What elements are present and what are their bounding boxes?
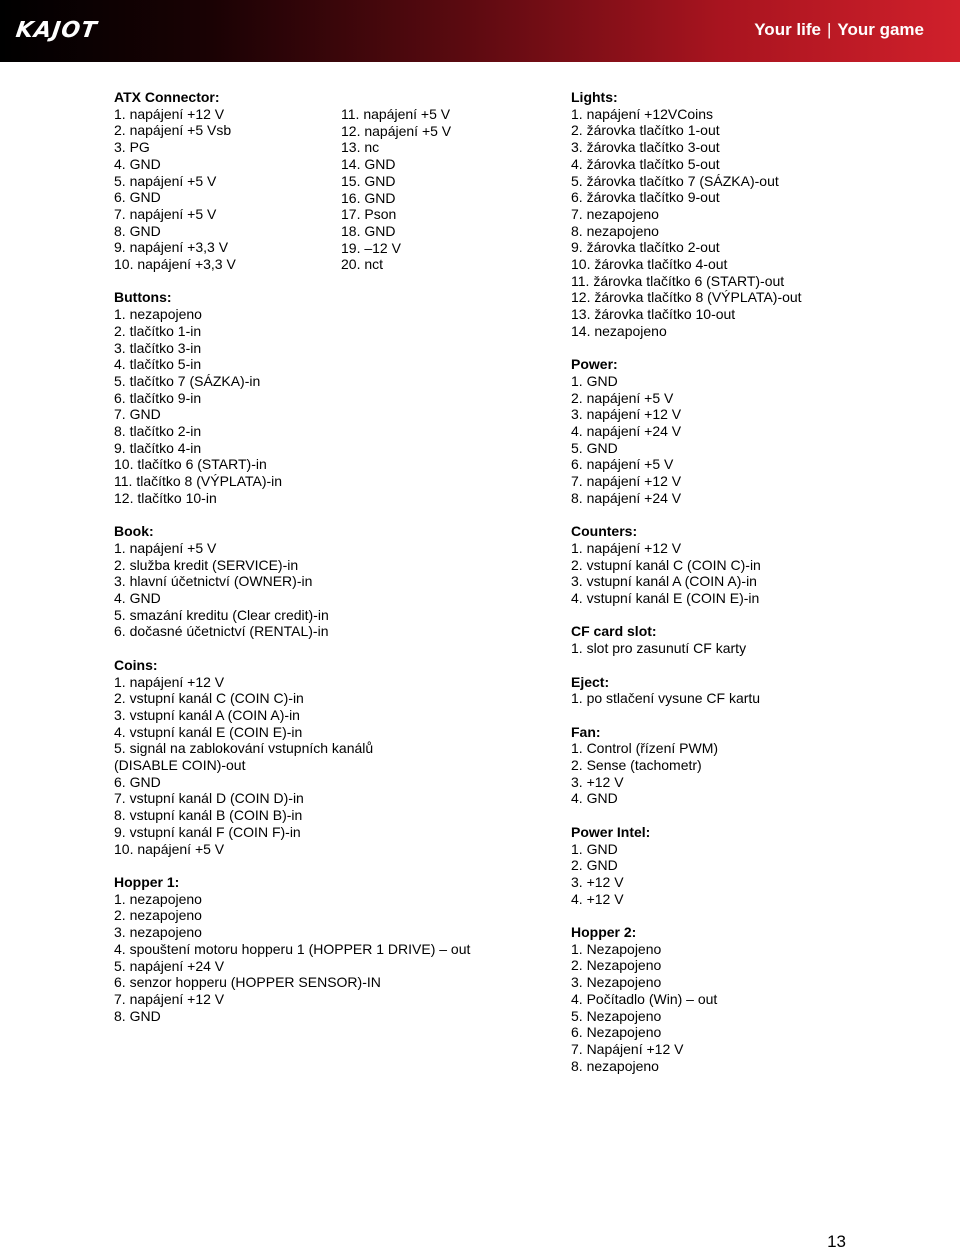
pin-line: 6. GND <box>114 773 161 790</box>
pin-line: 3. PG <box>114 139 150 156</box>
pin-line: 4. tlačítko 5-in <box>114 356 202 373</box>
pin-line: 5. tlačítko 7 (SÁZKA)-in <box>114 372 261 389</box>
pin-line: 13. žárovka tlačítko 10-out <box>571 306 736 323</box>
pin-line: 8. nezapojeno <box>571 222 659 239</box>
pin-line: 1. napájení +12VCoins <box>571 105 714 122</box>
pin-line: 9. napájení +3,3 V <box>114 239 229 256</box>
pin-line: 4. +12 V <box>571 890 624 907</box>
pin-line: 3. hlavní účetnictví (OWNER)-in <box>114 573 313 590</box>
pin-line: 5. smazání kreditu (Clear credit)-in <box>114 606 329 623</box>
pin-line: 18. GND <box>341 222 396 239</box>
pinout-section <box>571 89 951 340</box>
pin-line: 11. žárovka tlačítko 6 (START)-out <box>571 272 785 289</box>
section-title: Power Intel: <box>571 823 651 840</box>
pin-line: 16. GND <box>341 189 396 206</box>
middle-column <box>341 106 501 273</box>
pin-line: 3. tlačítko 3-in <box>114 339 202 356</box>
pin-line: 12. žárovka tlačítko 8 (VÝPLATA)-out <box>571 289 802 306</box>
pin-line: 3. vstupní kanál A (COIN A)-in <box>114 706 300 723</box>
pin-line: 8. napájení +24 V <box>571 489 682 506</box>
pin-line: 12. napájení +5 V <box>341 122 452 139</box>
pin-line: 6. Nezapojeno <box>571 1024 662 1041</box>
pinout-section <box>571 724 951 808</box>
pin-line: 2. GND <box>571 857 618 874</box>
pin-line: 7. napájení +12 V <box>571 473 682 490</box>
pin-line: 5. napájení +5 V <box>114 172 217 189</box>
pin-line: 2. vstupní kanál C (COIN C)-in <box>571 556 761 573</box>
section-title: ATX Connector: <box>114 89 220 105</box>
pin-line: 6. žárovka tlačítko 9-out <box>571 189 720 206</box>
pin-line: 9. vstupní kanál F (COIN F)-in <box>114 823 301 840</box>
pin-line: 5. napájení +24 V <box>114 957 225 974</box>
pin-line: 7. vstupní kanál D (COIN D)-in <box>114 790 304 807</box>
pinout-section <box>114 874 534 1024</box>
section-title: CF card slot: <box>571 623 657 640</box>
pin-line: 4. spouštení motoru hopperu 1 (HOPPER 1 DRIVE) – out <box>114 940 471 957</box>
pin-line: 1. Control (řízení PWM) <box>571 740 719 757</box>
pin-line: 4. GND <box>571 790 618 807</box>
pin-line: 2. Sense (tachometr) <box>571 757 702 774</box>
pin-line: 4. vstupní kanál E (COIN E)-in <box>114 723 303 740</box>
section-title: Hopper 1: <box>114 873 180 890</box>
pin-line: 3. vstupní kanál A (COIN A)-in <box>571 573 757 590</box>
section-title: Buttons: <box>114 289 172 306</box>
section-title: Book: <box>114 523 154 540</box>
pin-line: 13. nc <box>341 139 380 156</box>
pin-line: 9. žárovka tlačítko 2-out <box>571 239 720 256</box>
pin-line: 3. +12 V <box>571 873 624 890</box>
pin-line: 3. nezapojeno <box>114 924 202 941</box>
section-title: Power: <box>571 356 618 373</box>
pin-line: 5. Nezapojeno <box>571 1007 662 1024</box>
pin-line: 8. GND <box>114 222 161 239</box>
section-title: Coins: <box>114 656 158 673</box>
pin-line: 2. napájení +5 Vsb <box>114 122 232 139</box>
pin-line: 9. tlačítko 4-in <box>114 439 202 456</box>
section-title: Fan: <box>571 723 601 740</box>
pin-line: 19. –12 V <box>341 239 401 256</box>
pin-line: 5. žárovka tlačítko 7 (SÁZKA)-out <box>571 172 779 189</box>
pin-line: 3. napájení +12 V <box>571 406 682 423</box>
pin-line: 4. GND <box>114 590 161 607</box>
pinout-section <box>571 674 951 707</box>
pin-line: 1. GND <box>571 840 618 857</box>
pin-line: 2. nezapojeno <box>114 907 202 924</box>
pin-line: 11. napájení +5 V <box>341 106 451 122</box>
pin-line: 6. dočasné účetnictví (RENTAL)-in <box>114 623 329 640</box>
pin-line: 2. tlačítko 1-in <box>114 322 202 339</box>
pin-line: 6. GND <box>114 189 161 206</box>
pinout-section <box>571 924 951 1074</box>
pin-line: 4. vstupní kanál E (COIN E)-in <box>571 590 760 607</box>
pin-line: 2. Nezapojeno <box>571 957 662 974</box>
pin-line: 14. GND <box>341 156 396 173</box>
pin-line: 8. tlačítko 2-in <box>114 423 202 440</box>
section-title: Counters: <box>571 523 638 540</box>
pinout-section <box>114 657 534 857</box>
pin-line: 4. napájení +24 V <box>571 423 682 440</box>
pinout-section <box>571 356 951 506</box>
pin-line: 8. vstupní kanál B (COIN B)-in <box>114 807 303 824</box>
pin-line: 6. senzor hopperu (HOPPER SENSOR)-IN <box>114 974 381 991</box>
pin-line: 3. žárovka tlačítko 3-out <box>571 139 720 156</box>
pin-line: 7. nezapojeno <box>571 205 659 222</box>
pin-line: 1. napájení +12 V <box>114 105 225 122</box>
tagline-left: Your life <box>754 20 821 39</box>
pin-line: 11. tlačítko 8 (VÝPLATA)-in <box>114 473 283 490</box>
pin-line: 6. napájení +5 V <box>571 456 674 473</box>
pin-line: 5. signál na zablokování vstupních kanálů <box>114 740 374 757</box>
pin-line: 10. žárovka tlačítko 4-out <box>571 256 728 273</box>
pin-line: 2. vstupní kanál C (COIN C)-in <box>114 690 304 707</box>
pin-line: 2. žárovka tlačítko 1-out <box>571 122 720 139</box>
pinout-section <box>114 289 534 506</box>
pin-line: 8. GND <box>114 1007 161 1024</box>
pin-line: 20. nct <box>341 256 384 273</box>
tagline-right: Your game <box>837 20 924 39</box>
pin-line: 5. GND <box>571 439 618 456</box>
pin-line: 14. nezapojeno <box>571 322 667 339</box>
pin-line: 15. GND <box>341 172 396 189</box>
pin-line: 7. GND <box>114 406 161 423</box>
right-column <box>571 89 951 1091</box>
pin-line: 4. GND <box>114 155 161 172</box>
pinout-section <box>114 523 534 640</box>
pin-line: 17. Pson <box>341 206 397 223</box>
pinout-section <box>571 623 951 656</box>
pinout-section <box>571 523 951 607</box>
header-tagline <box>754 18 924 42</box>
pin-line: 1. nezapojeno <box>114 890 202 907</box>
pin-line: 2. napájení +5 V <box>571 389 674 406</box>
kajot-logo: KAJOT <box>14 18 99 43</box>
pin-line: 1. GND <box>571 372 618 389</box>
pin-line: 10. napájení +3,3 V <box>114 256 236 273</box>
pinout-section <box>571 824 951 908</box>
pin-line: 1. Nezapojeno <box>571 940 662 957</box>
pin-line: 1. nezapojeno <box>114 306 202 323</box>
pin-line: 2. služba kredit (SERVICE)-in <box>114 556 299 573</box>
pin-line: 8. nezapojeno <box>571 1057 659 1074</box>
pin-line: 3. Nezapojeno <box>571 974 662 991</box>
pin-line: 7. Napájení +12 V <box>571 1040 684 1057</box>
page-number: 13 <box>827 1232 846 1251</box>
pin-line: 10. napájení +5 V <box>114 840 225 857</box>
pin-line: 7. napájení +5 V <box>114 205 217 222</box>
pin-line: (DISABLE COIN)-out <box>114 757 246 774</box>
pin-line: 12. tlačítko 10-in <box>114 489 217 506</box>
section-title: Lights: <box>571 89 618 105</box>
pin-line: 1. napájení +5 V <box>114 539 217 556</box>
pin-line: 1. napájení +12 V <box>571 539 682 556</box>
pin-line: 1. napájení +12 V <box>114 673 225 690</box>
section-title: Eject: <box>571 673 610 690</box>
pin-line: 10. tlačítko 6 (START)-in <box>114 456 267 473</box>
pin-line: 4. Počítadlo (Win) – out <box>571 990 718 1007</box>
pin-line: 4. žárovka tlačítko 5-out <box>571 155 720 172</box>
pin-line: 3. +12 V <box>571 773 624 790</box>
pin-line: 1. po stlačení vysune CF kartu <box>571 690 761 707</box>
pin-line: 7. napájení +12 V <box>114 990 225 1007</box>
section-title: Hopper 2: <box>571 924 637 941</box>
tagline-separator: | <box>826 20 832 39</box>
pin-line: 6. tlačítko 9-in <box>114 389 202 406</box>
page-header <box>0 0 960 62</box>
pin-line: 1. slot pro zasunutí CF karty <box>571 640 747 657</box>
